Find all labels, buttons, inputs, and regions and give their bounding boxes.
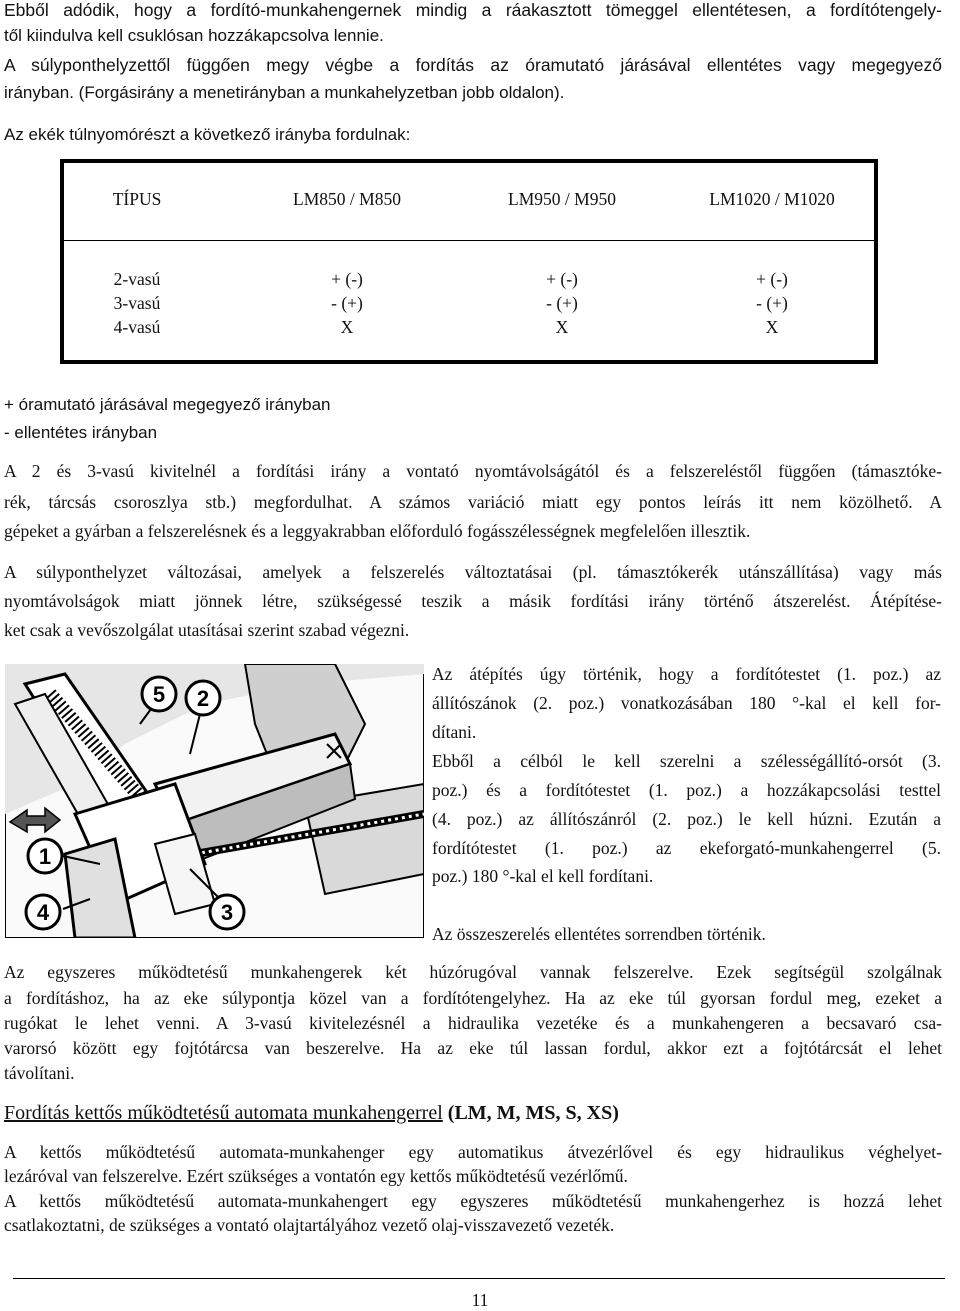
callout-3 <box>210 895 244 929</box>
para3-line-2: a fordításhoz, ha az eke súlypontja közel van a fordítótengelyhez. Ha az eke túl gyorsan fordul meg, ezeket a <box>4 988 942 1008</box>
side-line-5: poz.) és a fordítótestet (1. poz.) a hozzákapcsolási testtel <box>432 780 941 800</box>
callout-4 <box>26 895 60 929</box>
callout-3-label: 3 <box>220 900 234 925</box>
callout-1 <box>28 839 62 873</box>
cell-lm850-2: + (-) <box>331 269 363 289</box>
cell-lm1020-2: + (-) <box>756 269 788 289</box>
footer-rule <box>13 1278 945 1279</box>
table-header-lm850: LM850 / M850 <box>293 189 401 209</box>
cell-lm850-4: X <box>340 317 354 337</box>
page-number: 11 <box>471 1290 489 1310</box>
row-label-3: 3-vasú <box>113 293 161 313</box>
table-header-lm950: LM950 / M950 <box>508 189 616 209</box>
section-heading-text: Fordítás kettős működtetésű automata munkahengerrel <box>4 1102 443 1124</box>
para4-line-2: lezáróval van felszerelve. Ezért szükséges a vontatón egy kettős működtetésű vezérlőmű. <box>4 1166 628 1186</box>
table-col-lm850 <box>242 267 452 339</box>
table-row-labels <box>64 267 210 339</box>
side-line-2: állítószánok (2. poz.) vonatkozásában 180 °-kal el kell for- <box>432 693 941 713</box>
para1-line-2: rék, tárcsás csoroszlya stb.) megfordulhat. A számos variáció miatt egy pontos leírás itt nem közölhető. A <box>4 492 942 512</box>
callout-4-label: 4 <box>36 900 50 925</box>
intro-line-1: Ebből adódik, hogy a fordító-munkahengernek mindig a ráakasztott tömeggel ellentétesen, a fordítótengely- <box>4 0 942 20</box>
legend-minus: - ellentétes irányban <box>4 423 158 442</box>
callout-1-label: 1 <box>38 844 52 869</box>
table-col-lm950 <box>457 267 667 339</box>
side-line-7: fordítótestet (1. poz.) az ekeforgató-munkahengerrel (5. <box>432 838 941 858</box>
plough-turning-mechanism-figure <box>5 664 424 938</box>
para3-line-4: varorsó között egy fojtótárcsa van beszerelve. Ha az eke túl lassan fordul, akkor ezt a fojtótárcsát el lehet <box>4 1038 942 1058</box>
para1-line-3: gépeket a gyárban a felszerelésnek és a leggyakrabban előforduló fogásszélességnek megfelelően illesztik. <box>4 521 751 541</box>
intro-line-4: irányban. (Forgásirány a menetirányban a munkahelyzetban jobb oldalon). <box>4 83 565 102</box>
side-line-4: Ebből a célból le kell szerelni a szélességállító-orsót (3. <box>432 751 941 771</box>
callout-5 <box>142 677 176 711</box>
legend-plus: + óramutató járásával megegyező irányban <box>4 395 331 414</box>
table-header-lm1020: LM1020 / M1020 <box>709 189 835 209</box>
callout-2 <box>186 681 220 715</box>
para3-line-1: Az egyszeres működtetésű munkahengerek két húzórugóval vannak felszerelve. Ezek segítségül szolgálnak <box>4 962 942 982</box>
row-label-2: 2-vasú <box>113 269 161 289</box>
intro-line-3: A súlyponthelyzettől függően megy végbe a fordítás az óramutató járásával ellentétes vagy megegyező <box>4 55 942 75</box>
side-line-8: poz.) 180 °-kal el kell fordítani. <box>432 866 654 886</box>
para3-line-5: távolítani. <box>4 1063 75 1083</box>
callout-5-label: 5 <box>152 682 166 707</box>
para3-line-3: rugókat le lehet venni. A 3-vasú kivitelezésnél a hidraulika vezetéke és a munkahengeren a becsavaró csa- <box>4 1013 942 1033</box>
cell-lm950-4: X <box>555 317 569 337</box>
cell-lm1020-4: X <box>765 317 779 337</box>
para2-line-2: nyomtávolságok miatt jönnek létre, szükségessé teszik a másik fordítási irány történő átszerelést. Átépítése- <box>4 591 942 611</box>
cell-lm950-2: + (-) <box>546 269 578 289</box>
para4-line-3: A kettős működtetésű automata-munkahengert egy egyszeres működtetésű munkahengerhez is hozzá lehet <box>4 1191 942 1211</box>
side-line-6: (4. poz.) az állítószánról (2. poz.) le kell húzni. Ezután a <box>432 809 941 829</box>
table-header-divider <box>64 240 874 241</box>
intro-line-2: től kiindulva kell csuklósan hozzákapcsolva lennie. <box>4 26 384 45</box>
section-heading-models: (LM, M, MS, S, XS) <box>447 1102 619 1124</box>
table-intro: Az ekék túlnyomórészt a következő irányba fordulnak: <box>4 125 411 144</box>
row-label-4: 4-vasú <box>113 317 161 337</box>
para4-line-4: csatlakoztatni, de szükséges a vontató olajtartályához vezető olaj-visszavezető vezeték. <box>4 1215 615 1235</box>
para1-line-1: A 2 és 3-vasú kivitelnél a fordítási irány a vontató nyomtávolságától és a felszereléstől függően (támasztóke- <box>4 461 942 481</box>
side-line-3: dítani. <box>432 722 477 742</box>
cell-lm850-3: - (+) <box>331 293 363 313</box>
cell-lm1020-3: - (+) <box>756 293 788 313</box>
cell-lm950-3: - (+) <box>546 293 578 313</box>
para2-line-1: A súlyponthelyzet változásai, amelyek a felszerelés változtatásai (pl. támasztókerék utánszállítása) vagy más <box>4 562 942 582</box>
para4-line-1: A kettős működtetésű automata-munkahenger egy automatikus átvezérlővel és egy hidraulikus véghelyet- <box>4 1142 942 1162</box>
table-header-type: TÍPUS <box>112 189 162 209</box>
table-col-lm1020 <box>667 267 877 339</box>
turning-direction-table <box>60 159 878 364</box>
callout-2-label: 2 <box>196 686 210 711</box>
side-line-1: Az átépítés úgy történik, hogy a fordítótestet (1. poz.) az <box>432 664 941 684</box>
side-closing: Az összeszerelés ellentétes sorrendben történik. <box>432 924 766 944</box>
section-heading <box>4 1102 619 1125</box>
para2-line-3: ket csak a vevőszolgálat utasításai szerint szabad végezni. <box>4 620 410 640</box>
